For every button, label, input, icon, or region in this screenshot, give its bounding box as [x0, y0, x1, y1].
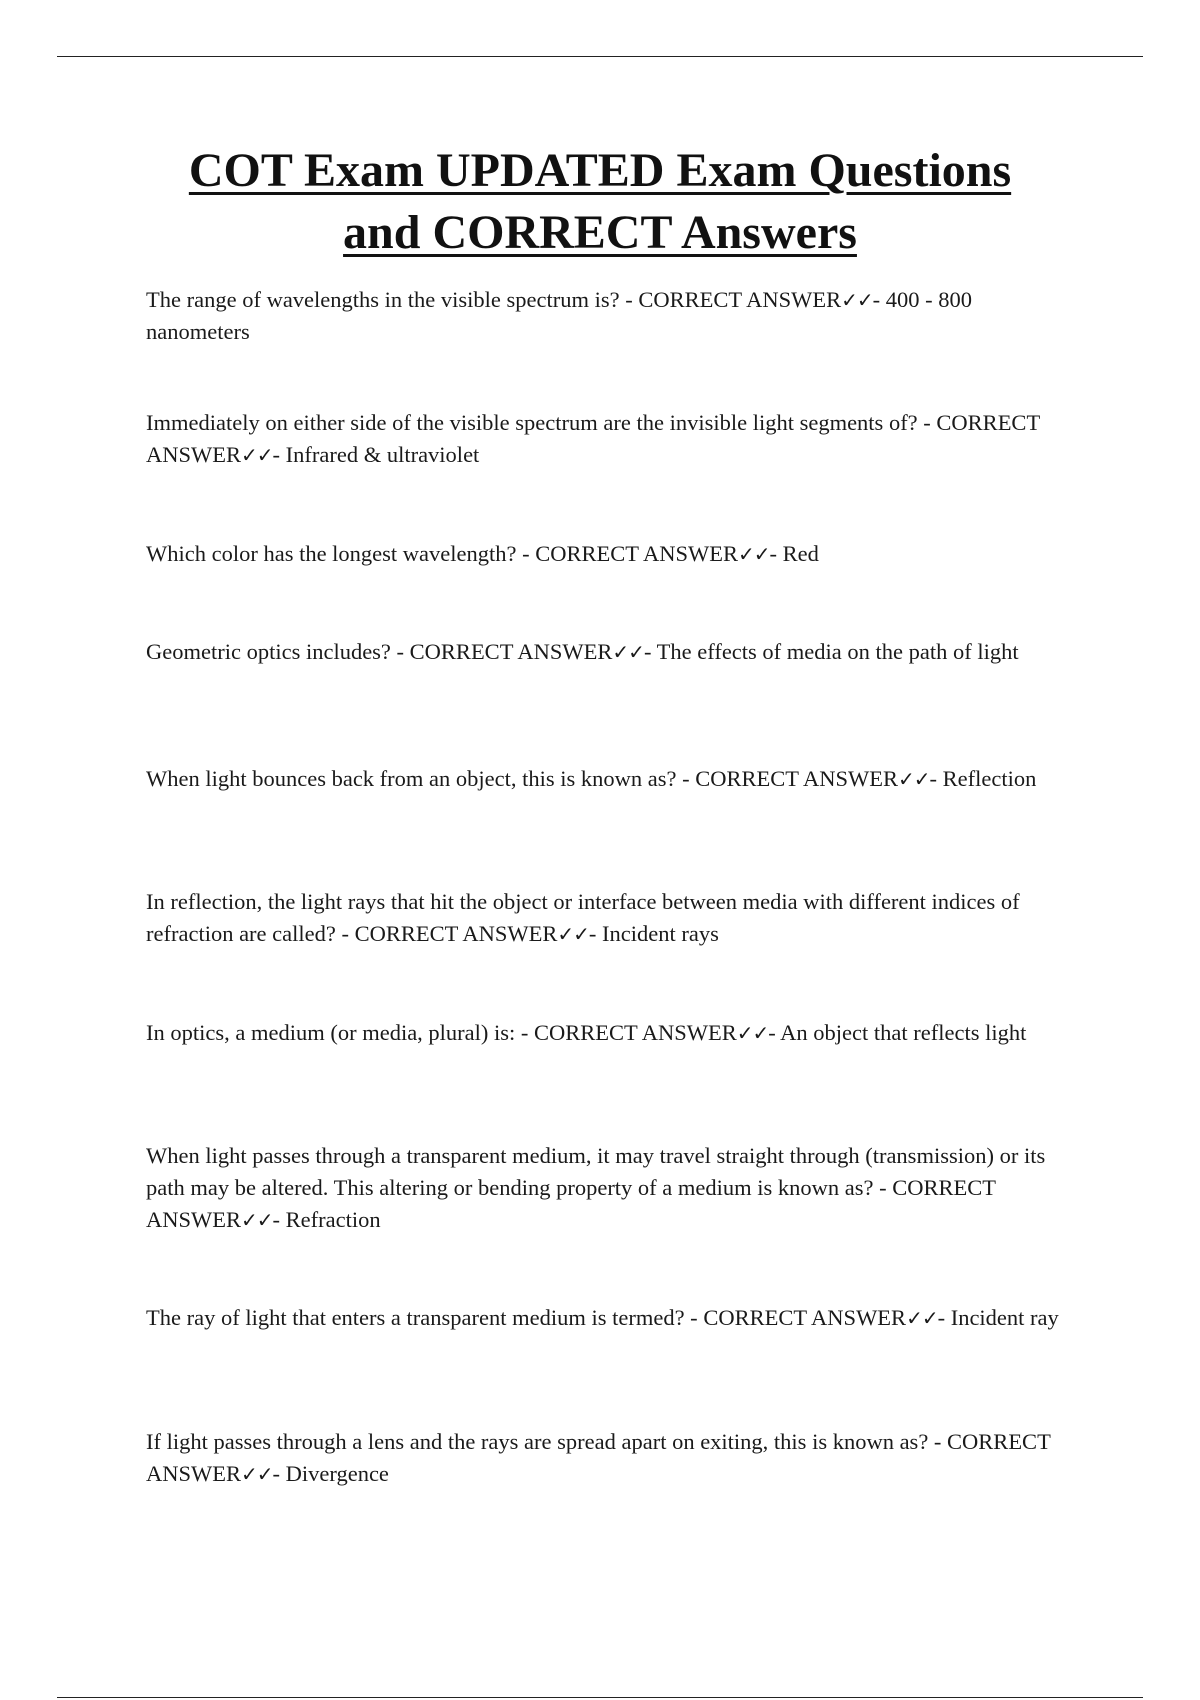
question-text: The range of wavelengths in the visible spectrum is? -: [146, 287, 639, 312]
question-text: Immediately on either side of the visible spectrum are the invisible light segments of? -: [146, 410, 937, 435]
question-text: In optics, a medium (or media, plural) is: -: [146, 1020, 535, 1045]
qa-item-1: [146, 284, 1066, 348]
question-text: If light passes through a lens and the rays are spread apart on exiting, this is known as? -: [146, 1429, 948, 1454]
qa-item-3: [146, 538, 1066, 570]
qa-item-8: [146, 1140, 1066, 1236]
check-marks-icon: ✓✓: [906, 1306, 938, 1330]
answer-text: - Red: [769, 541, 819, 566]
qa-item-2: [146, 407, 1066, 471]
qa-item-10: [146, 1426, 1066, 1490]
qa-item-5: [146, 763, 1066, 795]
check-marks-icon: ✓✓: [557, 922, 589, 946]
answer-text: - Incident rays: [588, 921, 719, 946]
check-marks-icon: ✓✓: [241, 1208, 273, 1232]
answer-label: CORRECT ANSWER: [638, 287, 842, 312]
answer-label: CORRECT ANSWER: [146, 1175, 996, 1232]
answer-text: - Infrared & ultraviolet: [272, 442, 480, 467]
answer-text: - 400 - 800 nanometers: [146, 287, 972, 344]
check-marks-icon: ✓✓: [241, 443, 273, 467]
question-text: In reflection, the light rays that hit the object or interface between media with different indices of refraction are called? -: [146, 889, 1020, 946]
check-marks-icon: ✓✓: [738, 542, 770, 566]
qa-item-6: [146, 886, 1066, 950]
document-title: [100, 140, 1100, 264]
question-text: Which color has the longest wavelength? -: [146, 541, 536, 566]
question-text: When light passes through a transparent medium, it may travel straight through (transmission) or its path may be altered. This altering or bending property of a medium is known as? -: [146, 1143, 1046, 1200]
question-text: The ray of light that enters a transparent medium is termed? -: [146, 1305, 704, 1330]
bottom-rule: [57, 1697, 1143, 1698]
answer-label: CORRECT ANSWER: [409, 639, 613, 664]
check-marks-icon: ✓✓: [612, 640, 644, 664]
answer-label: CORRECT ANSWER: [535, 541, 738, 566]
check-marks-icon: ✓✓: [241, 1462, 273, 1486]
check-marks-icon: ✓✓: [841, 288, 873, 312]
check-marks-icon: ✓✓: [898, 767, 930, 791]
answer-label: CORRECT ANSWER: [146, 410, 1040, 467]
answer-text: - Refraction: [272, 1207, 381, 1232]
check-marks-icon: ✓✓: [736, 1021, 769, 1045]
answer-label: CORRECT ANSWER: [703, 1305, 907, 1330]
title-line-1: COT Exam UPDATED Exam Questions: [188, 144, 1012, 197]
answer-label: CORRECT ANSWER: [146, 1429, 1051, 1486]
answer-text: - Divergence: [272, 1461, 389, 1486]
qa-item-4: [146, 636, 1066, 668]
answer-label: CORRECT ANSWER: [354, 921, 558, 946]
top-rule: [57, 56, 1143, 57]
answer-text: - An object that reflects light: [768, 1020, 1027, 1045]
answer-text: - Reflection: [929, 766, 1037, 791]
question-text: Geometric optics includes? -: [146, 639, 410, 664]
qa-item-7: [146, 1017, 1066, 1049]
title-line-2: and CORRECT Answers: [343, 206, 857, 259]
answer-text: - Incident ray: [937, 1305, 1059, 1330]
answer-label: CORRECT ANSWER: [695, 766, 898, 791]
qa-item-9: [146, 1302, 1066, 1334]
answer-text: - The effects of media on the path of light: [643, 639, 1019, 664]
answer-label: CORRECT ANSWER: [534, 1020, 737, 1045]
question-text: When light bounces back from an object, this is known as? -: [146, 766, 696, 791]
